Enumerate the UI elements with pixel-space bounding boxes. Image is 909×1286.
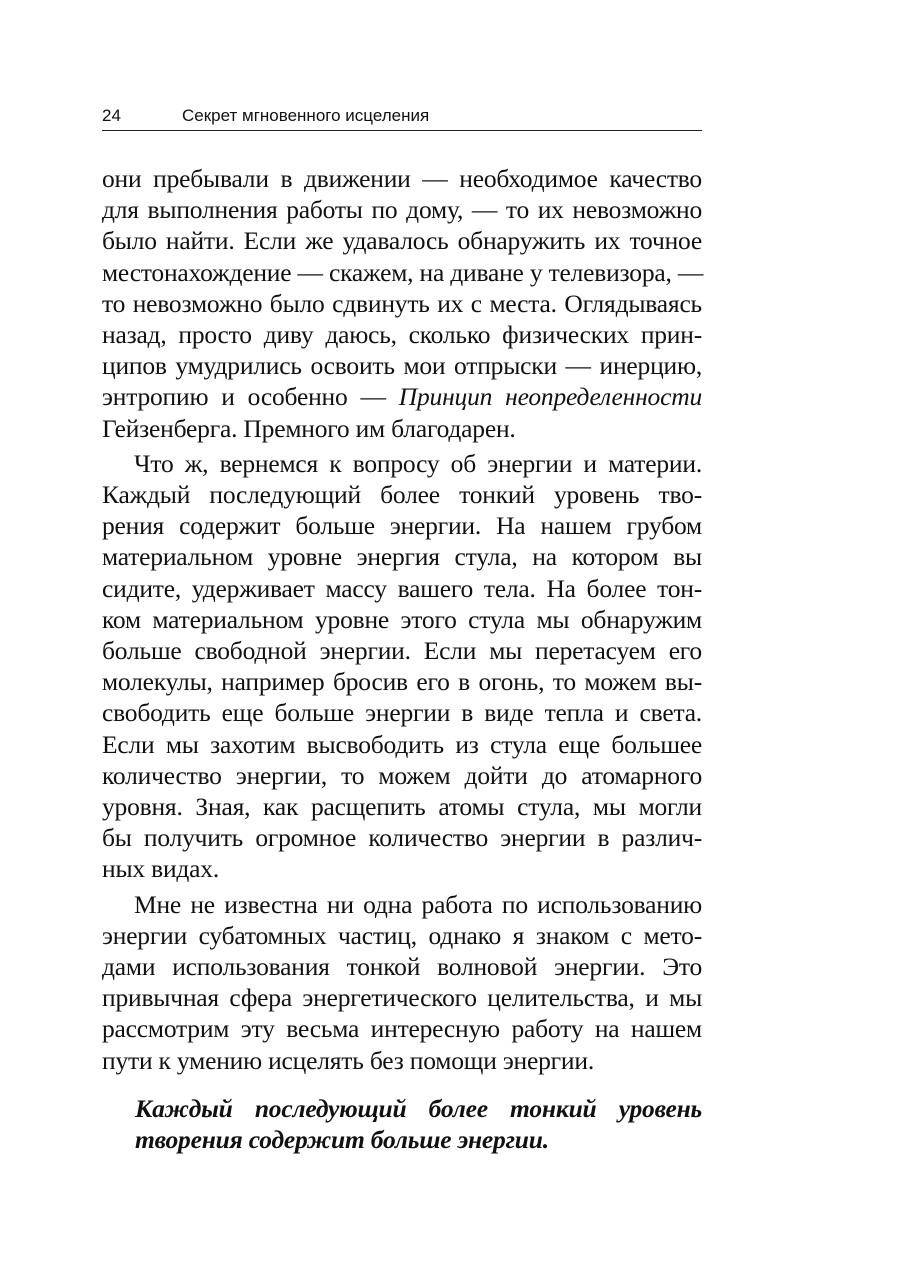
page-number: 24 bbox=[102, 106, 121, 125]
text-line: количество энергии, то можем дойти до атомарного bbox=[102, 760, 702, 790]
text-line: дами использования тонкой волновой энергии. Это bbox=[102, 952, 702, 982]
text-line: было найти. Если же удавалось обнаружить их точное bbox=[102, 226, 702, 256]
text-line: бы получить огромное количество энергии в различ- bbox=[102, 823, 702, 853]
text-line-start: энтропию и особенно — bbox=[102, 382, 399, 412]
text-line: ципов умудрились освоить мои отпрыски — инерцию, bbox=[102, 351, 702, 381]
text-line: то невозможно было сдвинуть их с места. Оглядываясь bbox=[102, 288, 702, 318]
pull-quote-line: творения содержит больше энергии. bbox=[135, 1125, 549, 1155]
text-line: пути к умению исцелять без помощи энергии. bbox=[102, 1045, 595, 1075]
text-line: Что ж, вернемся к вопросу об энергии и материи. bbox=[134, 448, 702, 478]
text-line: ных видах. bbox=[102, 854, 220, 884]
text-line: Мне не известна ни одна работа по использованию bbox=[134, 889, 702, 919]
paragraph-2 bbox=[102, 448, 702, 885]
text-line: для выполнения работы по дому, — то их невозможно bbox=[102, 195, 702, 225]
text-line: сидите, удерживает массу вашего тела. На более тон- bbox=[102, 573, 702, 603]
text-line: привычная сфера энергетического целительства, и мы bbox=[102, 983, 702, 1013]
text-line: ком материальном уровне этого стула мы обнаружим bbox=[102, 604, 702, 634]
text-line-mixed bbox=[102, 381, 702, 412]
text-line: энергии субатомных частиц, однако я знаком с мето- bbox=[102, 920, 702, 950]
pull-quote-line: Каждый последующий более тонкий уровень bbox=[135, 1094, 702, 1123]
text-line: Если мы захотим высвободить из стула еще большее bbox=[102, 729, 702, 759]
pull-quote bbox=[135, 1093, 702, 1155]
text-line: местонахождение — скажем, на диване у телевизора, — bbox=[102, 257, 704, 287]
paragraph-3 bbox=[102, 889, 702, 1076]
text-line: молекулы, например бросив его в огонь, то можем вы- bbox=[102, 667, 702, 697]
text-line: больше свободной энергии. Если мы перетасуем его bbox=[102, 636, 702, 666]
text-line: они пребывали в движении — необходимое качество bbox=[102, 164, 702, 193]
text-line: рассмотрим эту весьма интересную работу на нашем bbox=[102, 1014, 702, 1044]
running-title: Секрет мгновенного исцеления bbox=[182, 106, 430, 125]
text-line: Гейзенберга. Премного им благодарен. bbox=[102, 413, 516, 443]
paragraph-1 bbox=[102, 163, 702, 444]
text-line: Каждый последующий более тонкий уровень тво- bbox=[102, 480, 702, 510]
text-line: уровня. Зная, как расщепить атомы стула, мы могли bbox=[102, 792, 702, 822]
body-text bbox=[102, 163, 702, 1076]
running-header bbox=[102, 104, 702, 131]
text-line: свободить еще больше энергии в виде тепла и света. bbox=[102, 698, 702, 728]
text-line: назад, просто диву даюсь, сколько физических прин- bbox=[102, 320, 702, 350]
text-line: материальном уровне энергия стула, на котором вы bbox=[102, 542, 702, 572]
italic-term: Принцип неопределенности bbox=[398, 382, 702, 412]
text-line: рения содержит больше энергии. На нашем грубом bbox=[102, 511, 702, 541]
